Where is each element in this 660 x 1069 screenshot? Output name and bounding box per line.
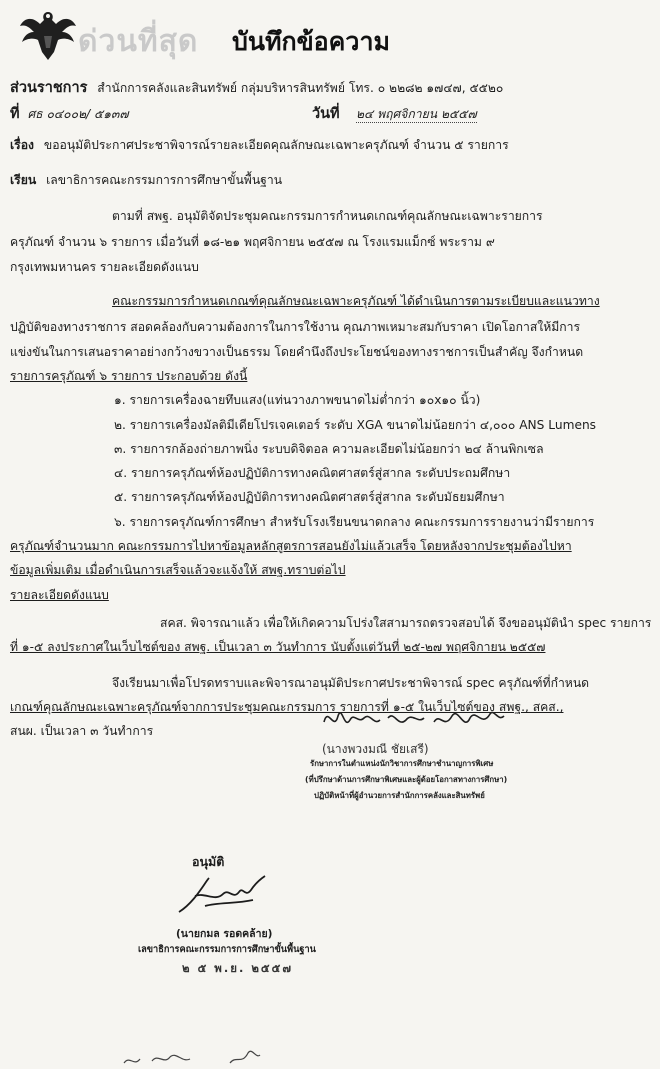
signature-2 <box>175 872 275 918</box>
signer1-role-line1: รักษาการในตำแหน่งนักวิชาการศึกษาชำนาญการพิเศษ <box>310 759 494 768</box>
item6-line1: ๖. รายการครุภัณฑ์การศึกษา สำหรับโรงเรียนขนาดกลาง คณะกรรมการรายงานว่ามีรายการ <box>114 515 595 529</box>
para3-line2: ที่ ๑-๕ ลงประกาศในเว็บไซต์ของ สพฐ. เป็นเวลา ๓ วันทำการ นับตั้งแต่วันที่ ๒๕-๒๗ พฤศจิกายน ๒๕๕๗ <box>10 640 546 654</box>
signer1-name: (นางพวงมณี ชัยเสรี) <box>322 742 429 756</box>
para2-line2: ปฏิบัติของทางราชการ สอดคล้องกับความต้องการในการใช้งาน คุณภาพเหมาะสมกับราคา เปิดโอกาสให้มีการ <box>10 320 581 334</box>
para4-line1: จึงเรียนมาเพื่อโปรดทราบและพิจารณาอนุมัติประกาศประชาพิจารณ์ spec ครุภัณฑ์ที่กำหนด <box>112 676 590 690</box>
subject-row <box>10 137 648 153</box>
approver-title: เลขาธิการคณะกรรมการการศึกษาขั้นพื้นฐาน <box>138 944 316 955</box>
urgent-stamp: ด่วนที่สุด <box>78 24 199 59</box>
subject-value: ขออนุมัติประกาศประชาพิจารณ์รายละเอียดคุณลักษณะเฉพาะครุภัณฑ์ จำนวน ๕ รายการ <box>43 138 509 152</box>
garuda-emblem-icon <box>18 6 78 64</box>
to-label: เรียน <box>10 173 37 187</box>
detail-note: รายละเอียดดังแนบ <box>10 588 109 602</box>
para3-line1: สคส. พิจารณาแล้ว เพื่อให้เกิดความโปร่งใสสามารถตรวจสอบได้ จึงขออนุมัตินำ spec รายการ <box>160 616 652 630</box>
ref-label: ที่ <box>10 106 20 122</box>
list-item-3: ๓. รายการกล้องถ่ายภาพนิ่ง ระบบดิจิตอล ความละเอียดไม่น้อยกว่า ๒๔ ล้านพิกเซล <box>114 442 544 456</box>
date-value: ๒๔ พฤศจิกายน ๒๕๕๗ <box>356 107 477 121</box>
para1-line2: ครุภัณฑ์ จำนวน ๖ รายการ เมื่อวันที่ ๑๘-๒๑ พฤศจิกายน ๒๕๕๗ ณ โรงแรมแม็กซ์ พระราม ๙ <box>10 235 495 249</box>
para4-line3: สนผ. เป็นเวลา ๓ วันทำการ <box>10 724 154 738</box>
item6-line2: ครุภัณฑ์จำนวนมาก คณะกรรมการไปหาข้อมูลหลักสูตรการสอนยังไม่แล้วเสร็จ โดยหลังจากประชุมต้องไปหา <box>10 539 572 553</box>
para2-line1: คณะกรรมการกำหนดเกณฑ์คุณลักษณะเฉพาะครุภัณฑ์ ได้ดำเนินการตามระเบียบและแนวทาง <box>112 294 600 308</box>
item6-line3: ข้อมูลเพิ่มเติม เมื่อดำเนินการเสร็จแล้วจะแจ้งให้ สพฐ.ทราบต่อไป <box>10 563 346 577</box>
para1-line3: กรุงเทพมหานคร รายละเอียดดังแนบ <box>10 260 199 274</box>
date-label: วันที่ <box>312 106 340 122</box>
signer1-role-line2: (ที่ปรึกษาด้านการศึกษาพิเศษและผู้ด้อยโอกาสทางการศึกษา) <box>305 775 508 784</box>
ref-date-row <box>10 106 648 122</box>
para4-line2: เกณฑ์คุณลักษณะเฉพาะครุภัณฑ์จากการประชุมคณะกรรมการ รายการที่ ๑-๕ ในเว็บไซต์ของ สพฐ., สคส., <box>10 700 564 714</box>
list-item-2: ๒. รายการเครื่องมัลติมีเดียโปรเจคเตอร์ ระดับ XGA ขนาดไม่น้อยกว่า ๔,๐๐๐ ANS Lumens <box>114 418 597 432</box>
para2-line4: รายการครุภัณฑ์ ๖ รายการ ประกอบด้วย ดังนี้ <box>10 369 248 383</box>
agency-value: สำนักการคลังและสินทรัพย์ กลุ่มบริหารสินทรัพย์ โทร. ๐ ๒๒๘๒ ๑๗๔๗, ๕๕๒๐ <box>97 81 504 95</box>
approval-label: อนุมัติ <box>192 854 225 869</box>
list-item-5: ๕. รายการครุภัณฑ์ห้องปฏิบัติการทางคณิตศาสตร์สู่สากล ระดับมัธยมศึกษา <box>114 490 505 504</box>
list-item-4: ๔. รายการครุภัณฑ์ห้องปฏิบัติการทางคณิตศาสตร์สู่สากล ระดับประถมศึกษา <box>114 466 511 480</box>
ref-value: ศธ ๐๔๐๐๒/ ๕๑๓๗ <box>27 107 129 121</box>
signer1-role-line3: ปฏิบัติหน้าที่ผู้อำนวยการสำนักการคลังและสินทรัพย์ <box>314 791 485 800</box>
agency-row <box>10 80 648 96</box>
para2-line3: แข่งขันในการเสนอราคาอย่างกว้างขวางเป็นธรรม โดยคำนึงถึงประโยชน์ของทางราชการเป็นสำคัญ จึงกำหนด <box>10 345 584 359</box>
memo-title: บันทึกข้อความ <box>232 27 390 56</box>
subject-label: เรื่อง <box>10 138 34 152</box>
approver-name: (นายกมล รอดคล้าย) <box>176 928 273 940</box>
signature-1 <box>318 702 518 742</box>
agency-label: ส่วนราชการ <box>10 80 88 96</box>
para1-line1: ตามที่ สพฐ. อนุมัติจัดประชุมคณะกรรมการกำหนดเกณฑ์คุณลักษณะเฉพาะรายการ <box>112 209 543 223</box>
list-item-1: ๑. รายการเครื่องฉายทึบแสง(แท่นวางภาพขนาดไม่ต่ำกว่า ๑๐x๑๐ นิ้ว) <box>114 393 481 407</box>
to-row <box>10 172 648 188</box>
to-value: เลขาธิการคณะกรรมการการศึกษาขั้นพื้นฐาน <box>46 173 283 187</box>
approval-date-stamp: ๒ ๕ พ.ย. ๒๕๕๗ <box>182 961 293 975</box>
bottom-handwriting <box>120 1045 270 1069</box>
